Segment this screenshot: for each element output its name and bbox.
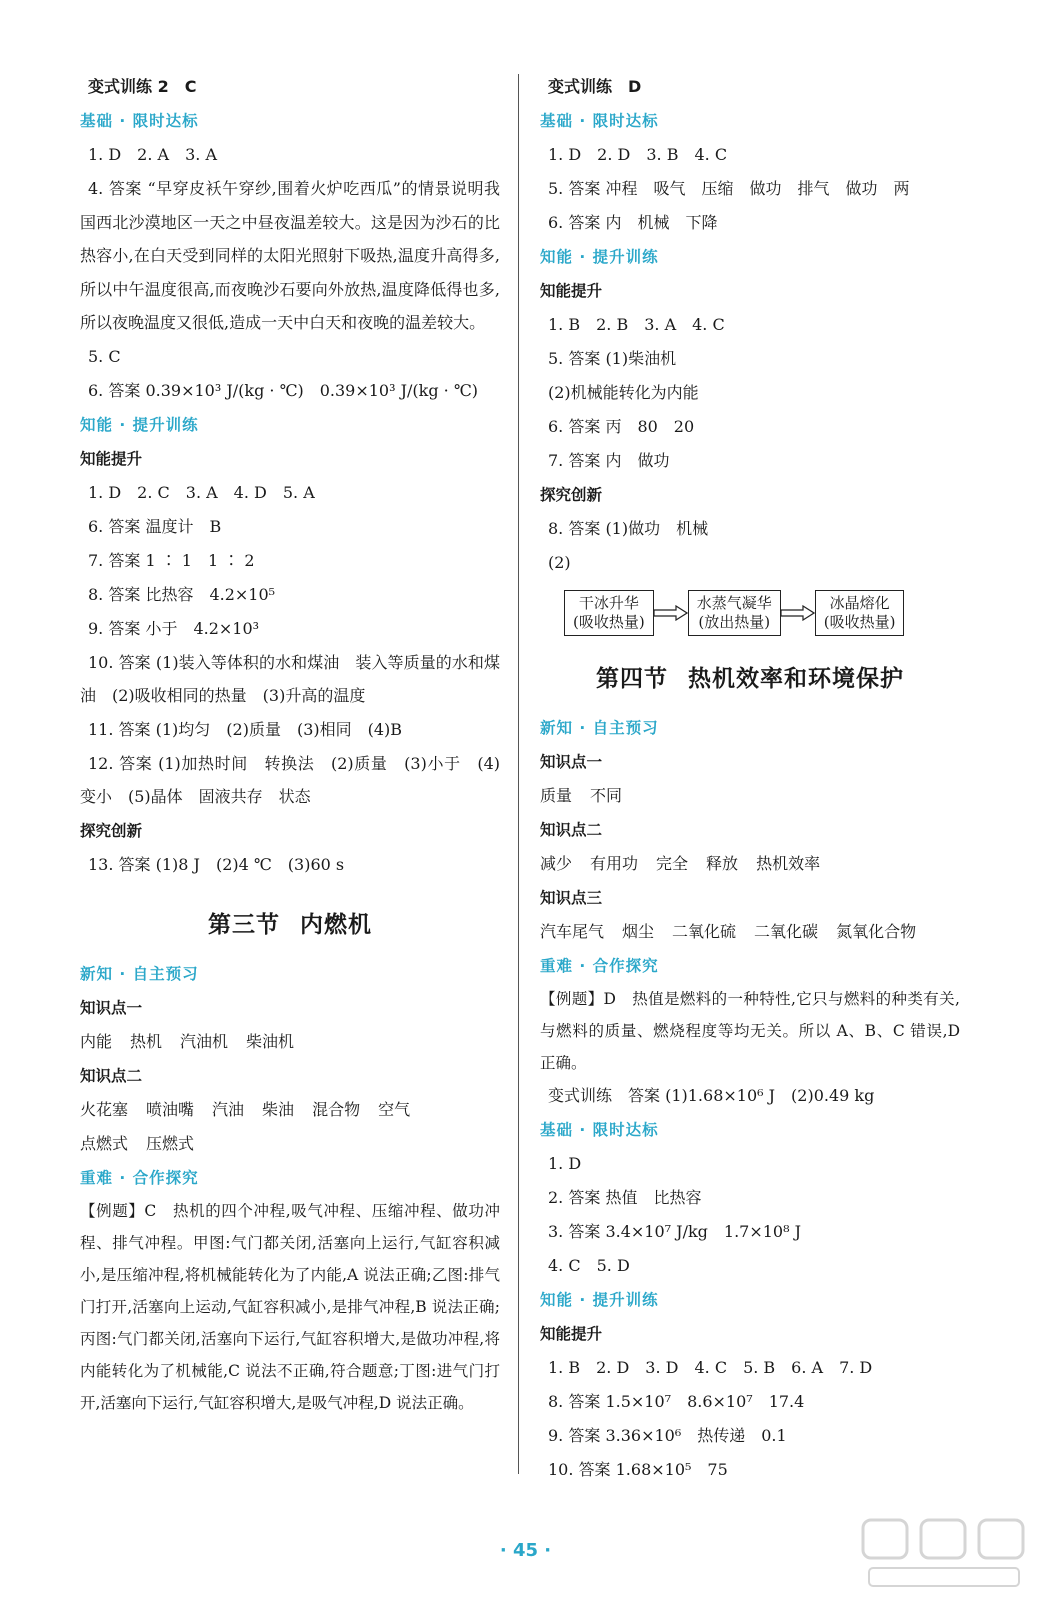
flow-box-label: 冰晶熔化	[829, 594, 890, 612]
knowledge-items	[80, 1025, 500, 1059]
item: 有用功	[590, 854, 639, 873]
answer-line: 8. 答案 1.5×10⁷ 8.6×10⁷ 17.4	[548, 1392, 805, 1411]
left-column	[80, 70, 500, 1419]
answer-paragraph: 12. 答案 (1)加热时间 转换法 (2)质量 (3)小于 (4)变小 (5)晶体 固液共存 状态	[80, 753, 500, 806]
flow-box-note: (吸收热量)	[573, 613, 645, 631]
sub-heading: 探究创新	[80, 821, 143, 840]
item: 热机	[130, 1031, 163, 1051]
knowledge-items	[540, 779, 960, 813]
sub-heading: 知识点三	[540, 889, 603, 907]
column-divider	[518, 74, 519, 1474]
answer-line: (2)机械能转化为内能	[548, 383, 699, 402]
section-heading: 基础 · 限时达标	[80, 112, 199, 130]
chapter-number: 第三节	[208, 911, 280, 938]
item: 汽车尾气	[540, 922, 605, 941]
answer-line: 1. B 2. B 3. A 4. C	[548, 315, 725, 334]
watermark-logo-icon	[859, 1514, 1029, 1592]
sub-heading: 探究创新	[540, 486, 603, 504]
answer-line: 4. C 5. D	[548, 1256, 630, 1275]
knowledge-items	[80, 1127, 500, 1161]
sub-heading: 知识点二	[80, 1066, 143, 1085]
answer-line: 1. D 2. A 3. A	[88, 145, 217, 164]
answer-line: 9. 答案 3.36×10⁶ 热传递 0.1	[548, 1426, 787, 1445]
flow-box-label: 干冰升华	[578, 594, 639, 612]
phase-change-flowchart	[564, 590, 960, 636]
chapter-name: 内燃机	[300, 911, 372, 938]
answer-line: 2. 答案 热值 比热容	[548, 1188, 702, 1207]
answer-line: 11. 答案 (1)均匀 (2)质量 (3)相同 (4)B	[88, 719, 403, 739]
example-explanation: 【例题】D 热值是燃料的一种特性,它只与燃料的种类有关,与燃料的质量、燃烧程度等均无关。所以 A、B、C 错误,D 正确。	[540, 990, 960, 1072]
item: 压燃式	[146, 1133, 195, 1153]
flow-box-note: (放出热量)	[698, 613, 771, 631]
sub-heading: 知能提升	[540, 282, 603, 300]
sub-heading: 知能提升	[80, 449, 143, 468]
chapter-title	[540, 660, 960, 693]
flow-box-label: 水蒸气凝华	[696, 594, 772, 612]
right-arrow-icon	[781, 605, 815, 621]
item: 火花塞	[80, 1099, 129, 1119]
answer-line: 6. 答案 温度计 B	[88, 516, 222, 536]
answer-paragraph: 4. 答案 “早穿皮袄午穿纱,围着火炉吃西瓜”的情景说明我国西北沙漠地区一天之中昼夜温差较大。这是因为沙石的比热容小,在白天受到同样的太阳光照射下吸热,温度升高得多,所以中午温度很高,而夜晚沙石要向外放热,温度降低得也多,所以夜晚温度又很低,造成一天中白天和夜晚的温差较大。	[80, 179, 500, 332]
item: 二氧化硫	[672, 922, 737, 941]
answer-line: 6. 答案 丙 80 20	[548, 417, 695, 436]
item: 烟尘	[622, 922, 655, 941]
section-heading: 基础 · 限时达标	[540, 1121, 659, 1139]
example-explanation: 【例题】C 热机的四个冲程,吸气冲程、压缩冲程、做功冲程、排气冲程。甲图:气门都关闭,活塞向上运行,气缸容积减小,是压缩冲程,将机械能转化为了内能,A 说法正确;乙图:排气门打开,活塞向上运动,气缸容积减小,是排气冲程,B 说法正确;丙图:气门都关闭,活塞向下运行,气缸容积增大,是做功冲程,将内能转化为了机械能,C 说法不正确,符合题意;丁图:进气门打开,活塞向下运行,气缸容积增大,是吸气冲程,D 说法正确。	[80, 1201, 500, 1412]
item: 二氧化碳	[754, 922, 819, 941]
sub-heading: 知识点二	[540, 821, 603, 839]
item: 柴油机	[246, 1031, 295, 1051]
answer-line: 1. D	[548, 1154, 582, 1173]
section-heading: 基础 · 限时达标	[540, 112, 659, 130]
answer-line: 10. 答案 1.68×10⁵ 75	[548, 1460, 728, 1479]
answer-line: 8. 答案 比热容 4.2×10⁵	[88, 584, 276, 604]
item: 空气	[378, 1099, 411, 1119]
answer-line: 6. 答案 内 机械 下降	[548, 213, 718, 232]
answer-line: 6. 答案 0.39×10³ J/(kg · ℃) 0.39×10³ J/(kg · ℃)	[88, 380, 478, 400]
item: 内能	[80, 1031, 113, 1051]
sub-heading: 知识点一	[540, 753, 603, 771]
answer-line: 变式训练 2 C	[88, 77, 197, 96]
item: 不同	[590, 786, 623, 805]
answer-line: 变式训练 D	[548, 77, 642, 96]
page-number: · 45 ·	[499, 1540, 552, 1561]
item: 喷油嘴	[146, 1099, 195, 1119]
answer-paragraph: 10. 答案 (1)装入等体积的水和煤油 装入等质量的水和煤油 (2)吸收相同的热量 (3)升高的温度	[80, 652, 500, 705]
answer-line: (2)	[548, 553, 571, 572]
item: 减少	[540, 854, 573, 873]
section-heading: 新知 · 自主预习	[540, 719, 659, 737]
item: 混合物	[312, 1099, 361, 1119]
knowledge-items	[80, 1093, 500, 1127]
answer-line: 1. D 2. C 3. A 4. D 5. A	[88, 482, 315, 502]
item: 质量	[540, 786, 573, 805]
knowledge-items	[540, 915, 960, 949]
answer-line: 5. 答案 冲程 吸气 压缩 做功 排气 做功 两	[548, 179, 910, 198]
chapter-title	[80, 906, 500, 939]
item: 点燃式	[80, 1133, 129, 1153]
section-heading: 知能 · 提升训练	[80, 415, 199, 434]
answer-line: 7. 答案 内 做功	[548, 451, 670, 470]
flow-box	[564, 590, 654, 636]
section-heading: 重难 · 合作探究	[540, 957, 659, 975]
answer-line: 8. 答案 (1)做功 机械	[548, 519, 709, 538]
chapter-number: 第四节	[596, 666, 668, 692]
right-column	[540, 70, 960, 1487]
answer-line: 3. 答案 3.4×10⁷ J/kg 1.7×10⁸ J	[548, 1222, 802, 1241]
item: 汽油机	[180, 1031, 229, 1051]
knowledge-items	[540, 847, 960, 881]
answer-line: 7. 答案 1 ∶ 1 1 ∶ 2	[88, 550, 255, 570]
item: 柴油	[262, 1099, 295, 1119]
item: 完全	[656, 854, 689, 873]
section-heading: 新知 · 自主预习	[80, 964, 199, 983]
section-heading: 重难 · 合作探究	[80, 1168, 199, 1187]
flow-box-note: (吸收热量)	[823, 613, 896, 631]
item: 热机效率	[756, 854, 821, 873]
item: 汽油	[212, 1099, 245, 1119]
flow-box	[688, 590, 781, 636]
answer-line: 9. 答案 小于 4.2×10³	[88, 618, 260, 638]
item: 释放	[706, 854, 739, 873]
section-heading: 知能 · 提升训练	[540, 1291, 659, 1309]
sub-heading: 知能提升	[540, 1325, 603, 1343]
answer-line: 5. 答案 (1)柴油机	[548, 349, 677, 368]
chapter-name: 热机效率和环境保护	[688, 666, 904, 692]
right-arrow-icon	[654, 605, 688, 621]
answer-line: 变式训练 答案 (1)1.68×10⁶ J (2)0.49 kg	[548, 1086, 875, 1105]
item: 氮氧化合物	[836, 922, 917, 941]
flow-box	[815, 590, 905, 636]
answer-line: 13. 答案 (1)8 J (2)4 ℃ (3)60 s	[88, 854, 345, 874]
answer-line: 1. B 2. D 3. D 4. C 5. B 6. A 7. D	[548, 1358, 873, 1377]
sub-heading: 知识点一	[80, 998, 143, 1017]
answer-line: 5. C	[88, 346, 121, 366]
section-heading: 知能 · 提升训练	[540, 248, 659, 266]
answer-line: 1. D 2. D 3. B 4. C	[548, 145, 728, 164]
